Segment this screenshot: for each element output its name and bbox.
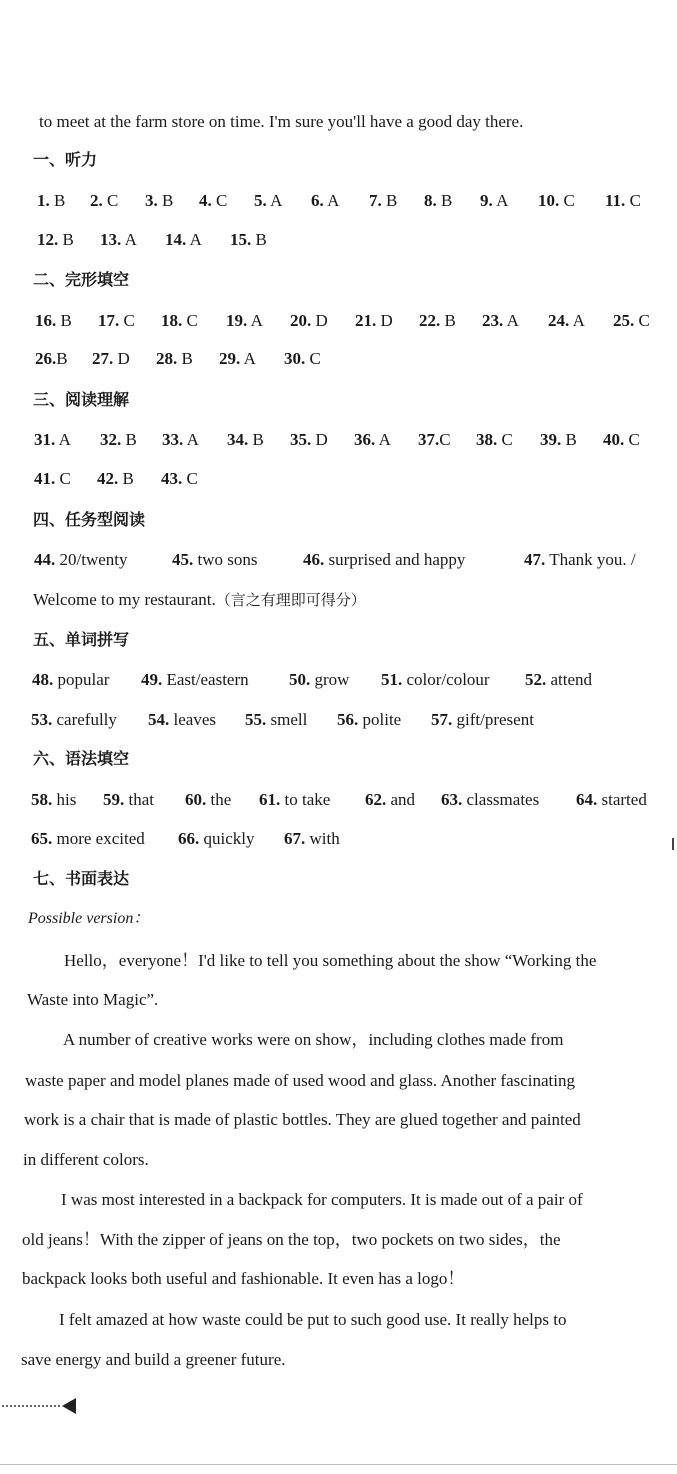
answer-37: 37.C — [418, 430, 451, 449]
essay-line-9: backpack looks both useful and fashionable. It even has a logo！ — [22, 1269, 465, 1288]
answer-10: 10. C — [538, 191, 575, 210]
answer-34: 34. B — [227, 430, 264, 449]
answer-33: 33. A — [162, 430, 199, 449]
section-heading-listening: 一、听力 — [33, 150, 98, 169]
answer-55: 55. smell — [245, 710, 308, 729]
answer-39: 39. B — [540, 430, 577, 449]
answer-30: 30. C — [284, 349, 321, 368]
answer-67: 67. with — [284, 829, 340, 848]
answer-59: 59. that — [103, 790, 154, 809]
essay-line-2: Waste into Magic”. — [27, 990, 159, 1009]
answer-1: 1. B — [37, 191, 66, 210]
section-heading-task-reading: 四、任务型阅读 — [33, 510, 146, 529]
essay-label: Possible version： — [28, 910, 150, 927]
essay-line-6: in different colors. — [23, 1150, 149, 1169]
answer-46: 46. surprised and happy — [303, 550, 466, 569]
answer-43: 43. C — [161, 469, 198, 488]
answer-27: 27. D — [92, 349, 130, 368]
answer-50: 50. grow — [289, 670, 350, 689]
essay-line-1: Hello，everyone！I'd like to tell you something about the show “Working the — [64, 951, 597, 970]
answer-4: 4. C — [199, 191, 228, 210]
answer-56: 56. polite — [337, 710, 402, 729]
answer-54: 54. leaves — [148, 710, 216, 729]
answer-47: 47. Thank you. / — [524, 550, 636, 569]
answer-41: 41. C — [34, 469, 71, 488]
answer-12: 12. B — [37, 230, 74, 249]
answer-36: 36. A — [354, 430, 391, 449]
answer-40: 40. C — [603, 430, 640, 449]
answer-21: 21. D — [355, 311, 393, 330]
section-heading-cloze: 二、完形填空 — [33, 270, 130, 289]
answer-42: 42. B — [97, 469, 134, 488]
answer-6: 6. A — [311, 191, 340, 210]
answer-14: 14. A — [165, 230, 202, 249]
answer-7: 7. B — [369, 191, 398, 210]
answer-48: 48. popular — [32, 670, 110, 689]
answer-63: 63. classmates — [441, 790, 540, 809]
answer-2: 2. C — [90, 191, 119, 210]
essay-line-11: save energy and build a greener future. — [21, 1350, 286, 1369]
answer-52: 52. attend — [525, 670, 593, 689]
answer-9: 9. A — [480, 191, 509, 210]
bottom-rule — [0, 1464, 677, 1465]
answer-29: 29. A — [219, 349, 256, 368]
grading-note: （言之有理即可得分） — [215, 591, 366, 609]
section-heading-spelling: 五、单词拼写 — [33, 630, 130, 649]
answer-25: 25. C — [613, 311, 650, 330]
answer-22: 22. B — [419, 311, 456, 330]
answer-23: 23. A — [482, 311, 519, 330]
answer-38: 38. C — [476, 430, 513, 449]
answer-28: 28. B — [156, 349, 193, 368]
answer-49: 49. East/eastern — [141, 670, 249, 689]
answer-47-continued: Welcome to my restaurant.（言之有理即可得分） — [33, 590, 366, 609]
intro-line: to meet at the farm store on time. I'm sure you'll have a good day there. — [39, 112, 524, 131]
edge-mark — [672, 838, 674, 850]
answer-58: 58. his — [31, 790, 77, 809]
answer-44: 44. 20/twenty — [34, 550, 128, 569]
essay-line-10: I felt amazed at how waste could be put to such good use. It really helps to — [59, 1310, 567, 1329]
answer-62: 62. and — [365, 790, 416, 809]
answer-3: 3. B — [145, 191, 174, 210]
answer-18: 18. C — [161, 311, 198, 330]
section-heading-grammar: 六、语法填空 — [33, 749, 130, 768]
essay-line-4: waste paper and model planes made of used wood and glass. Another fascinating — [25, 1071, 575, 1090]
answer-31: 31. A — [34, 430, 71, 449]
answer-61: 61. to take — [259, 790, 331, 809]
answer-16: 16. B — [35, 311, 72, 330]
answer-57: 57. gift/present — [431, 710, 534, 729]
answer-32: 32. B — [100, 430, 137, 449]
answer-17: 17. C — [98, 311, 135, 330]
essay-line-8: old jeans！With the zipper of jeans on the top，two pockets on two sides，the — [22, 1230, 561, 1249]
essay-line-5: work is a chair that is made of plastic bottles. They are glued together and painted — [24, 1110, 581, 1129]
answer-5: 5. A — [254, 191, 283, 210]
answer-66: 66. quickly — [178, 829, 255, 848]
page-turn-arrow-icon — [2, 1396, 80, 1414]
answer-11: 11. C — [605, 191, 641, 210]
essay-line-3: A number of creative works were on show，including clothes made from — [63, 1030, 564, 1049]
answer-19: 19. A — [226, 311, 263, 330]
answer-8: 8. B — [424, 191, 453, 210]
answer-53: 53. carefully — [31, 710, 117, 729]
answer-60: 60. the — [185, 790, 232, 809]
essay-line-7: I was most interested in a backpack for computers. It is made out of a pair of — [61, 1190, 583, 1209]
section-heading-writing: 七、书面表达 — [33, 869, 130, 888]
answer-20: 20. D — [290, 311, 328, 330]
answer-65: 65. more excited — [31, 829, 145, 848]
section-heading-reading: 三、阅读理解 — [33, 390, 130, 409]
answer-13: 13. A — [100, 230, 137, 249]
answer-64: 64. started — [576, 790, 647, 809]
answer-24: 24. A — [548, 311, 585, 330]
answer-51: 51. color/colour — [381, 670, 490, 689]
answer-45: 45. two sons — [172, 550, 258, 569]
answer-35: 35. D — [290, 430, 328, 449]
answer-26: 26.B — [35, 349, 68, 368]
answer-15: 15. B — [230, 230, 267, 249]
